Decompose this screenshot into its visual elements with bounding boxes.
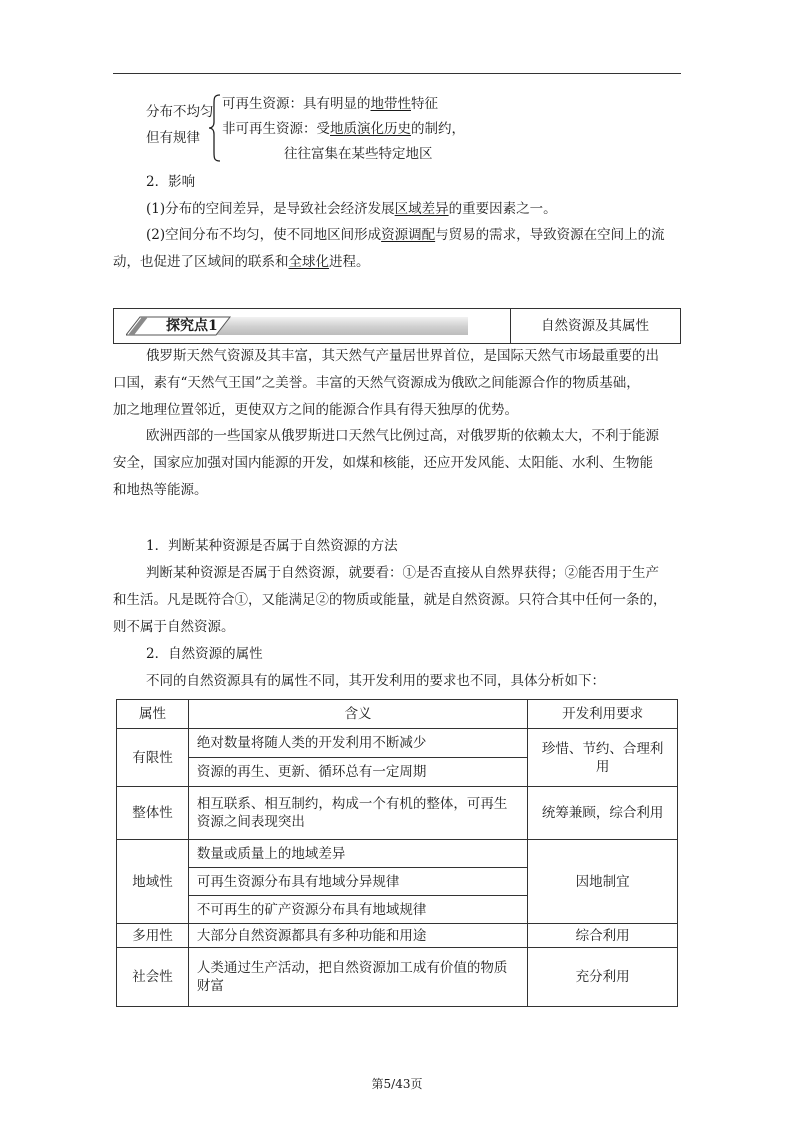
influence-p2: (2)空间分布不均匀，使不同地区间形成资源调配与贸易的需求，导致资源在空间上的流 — [146, 227, 665, 243]
section-banner — [113, 308, 681, 344]
method-line2: 和生活。凡是既符合①，又能满足②的物质或能量，就是自然资源。只符合其中任何一条的， — [113, 592, 667, 608]
table-row — [117, 948, 678, 1007]
page-number: 第5/43页 — [371, 1077, 423, 1091]
header-rule — [113, 73, 681, 74]
regional-meaning-3: 不可再生的矿产资源分布具有地域规律 — [188, 896, 527, 924]
method-line1: 判断某种资源是否属于自然资源，就要看：①是否直接从自然界获得；②能否用于生产 — [146, 565, 659, 581]
nonrenewable-line: 非可再生资源：受地质演化历史的制约， — [222, 121, 465, 137]
header-requirement: 开发利用要求 — [528, 700, 678, 729]
header-meaning: 含义 — [188, 700, 527, 729]
regional-meaning-1: 数量或质量上的地域差异 — [188, 840, 527, 868]
case-p2-line2: 安全，国家应加强对国内能源的开发，如煤和核能，还应开发风能、太阳能、水利、生物能 — [113, 455, 653, 471]
case-p2-line3: 和地热等能源。 — [113, 482, 208, 498]
case-p2-line1: 欧洲西部的一些国家从俄罗斯进口天然气比例过高，对俄罗斯的依赖太大，不利于能源 — [146, 428, 659, 444]
curly-brace-icon — [208, 94, 222, 162]
multi-meaning: 大部分自然资源都具有多种功能和用途 — [188, 924, 527, 948]
term-zonality: 地带性 — [370, 96, 411, 112]
table-row — [117, 840, 678, 868]
social-meaning: 人类通过生产活动，把自然资源加工成有价值的物质 财富 — [188, 948, 527, 1007]
table-row — [117, 924, 678, 948]
attributes-intro: 不同的自然资源具有的属性不同，其开发利用的要求也不同，具体分析如下： — [146, 673, 605, 689]
table-row — [117, 787, 678, 840]
header-attribute: 属性 — [117, 700, 189, 729]
influence-p1: (1)分布的空间差异，是导致社会经济发展区域差异的重要因素之一。 — [146, 201, 557, 217]
attr-regional: 地域性 — [117, 840, 189, 924]
banner-tag: 探究点1 — [166, 318, 218, 334]
nonrenewable-line-2: 往往富集在某些特定地区 — [284, 146, 433, 162]
finite-meaning-1: 绝对数量将随人类的开发利用不断减少 — [188, 729, 527, 758]
attr-multi: 多用性 — [117, 924, 189, 948]
attributes-heading: 2．自然资源的属性 — [146, 646, 263, 662]
attr-whole: 整体性 — [117, 787, 189, 840]
table-row — [117, 729, 678, 758]
social-requirement: 充分利用 — [528, 948, 678, 1007]
banner-left — [114, 309, 511, 343]
whole-requirement: 统筹兼顾，综合利用 — [528, 787, 678, 840]
renewable-line: 可再生资源：具有明显的地带性特征 — [222, 96, 438, 112]
term-geologic-history: 地质演化历史 — [330, 121, 411, 137]
case-p1-line1: 俄罗斯天然气资源及其丰富，其天然气产量居世界首位，是国际天然气市场最重要的出 — [146, 348, 659, 364]
term-regional-difference: 区域差异 — [394, 201, 449, 217]
regional-requirement: 因地制宜 — [528, 840, 678, 924]
attributes-table — [116, 699, 678, 1007]
case-p1-line2: 口国，素有“天然气王国”之美誉。丰富的天然气资源成为俄欧之间能源合作的物质基础， — [113, 375, 640, 391]
finite-meaning-2: 资源的再生、更新、循环总有一定周期 — [188, 758, 527, 787]
method-line3: 则不属于自然资源。 — [113, 619, 235, 635]
influence-heading: 2．影响 — [146, 174, 196, 190]
banner-title: 自然资源及其属性 — [541, 318, 649, 334]
method-heading: 1．判断某种资源是否属于自然资源的方法 — [146, 538, 398, 554]
case-p1-line3: 加之地理位置邻近，更使双方之间的能源合作具有得天独厚的优势。 — [113, 402, 518, 418]
term-globalization: 全球化 — [288, 254, 329, 270]
whole-meaning: 相互联系、相互制约，构成一个有机的整体，可再生 资源之间表现突出 — [188, 787, 527, 840]
attr-finite: 有限性 — [117, 729, 189, 787]
multi-requirement: 综合利用 — [528, 924, 678, 948]
term-resource-allocation: 资源调配 — [381, 227, 436, 243]
attr-social: 社会性 — [117, 948, 189, 1007]
influence-p2-line2: 动，也促进了区域间的联系和全球化进程。 — [113, 254, 370, 270]
finite-requirement: 珍惜、节约、合理利用 — [528, 729, 678, 787]
regional-meaning-2: 可再生资源分布具有地域分异规律 — [188, 868, 527, 896]
table-header-row — [117, 700, 678, 729]
distribution-label-2: 但有规律 — [146, 130, 200, 146]
distribution-label-1: 分布不均匀 — [146, 104, 214, 120]
